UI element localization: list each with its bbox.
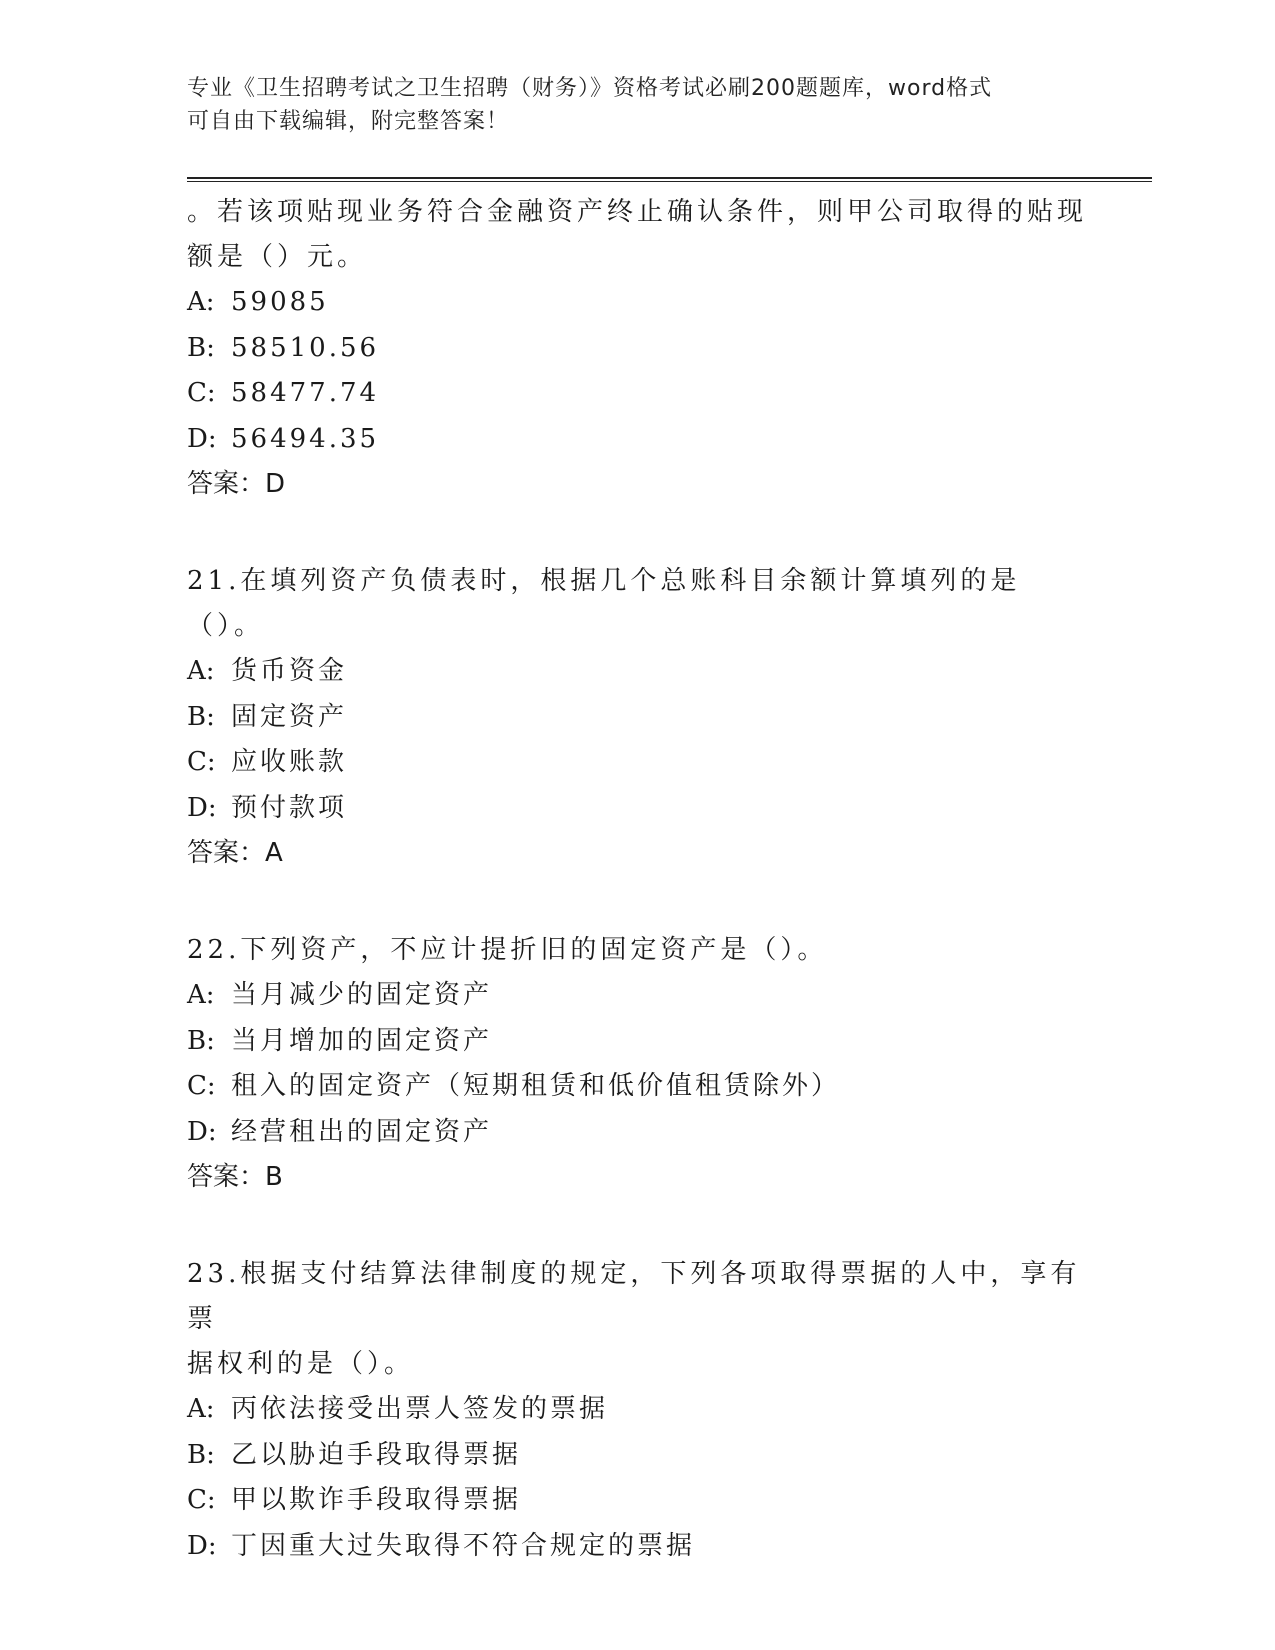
option-text: 乙以胁迫手段取得票据 — [231, 1439, 522, 1470]
option-d — [187, 1110, 1087, 1156]
answer-text: 答案：A — [187, 838, 283, 868]
option-letter: C: — [187, 1071, 216, 1101]
option-letter: C: — [187, 747, 216, 777]
option-text: 58510.56 — [231, 332, 380, 363]
option-text: 丁因重大过失取得不符合规定的票据 — [231, 1530, 696, 1561]
option-c — [187, 740, 1087, 786]
question-block — [187, 559, 1087, 876]
option-b — [187, 1433, 1087, 1479]
question-list — [187, 190, 1087, 1569]
option-text: 预付款项 — [231, 792, 348, 823]
question-text-line: 据权利的是（）。 — [187, 1349, 415, 1379]
option-letter: A: — [187, 287, 215, 317]
option-text: 丙依法接受出票人签发的票据 — [231, 1394, 609, 1424]
option-b — [187, 1019, 1087, 1065]
option-letter: D: — [187, 1530, 217, 1561]
header-divider — [187, 177, 1152, 182]
option-text: 应收账款 — [231, 747, 348, 777]
question-text-line: 23.根据支付结算法律制度的规定，下列各项取得票据的人中，享有票 — [187, 1259, 1081, 1334]
option-text: 经营租出的固定资产 — [231, 1116, 493, 1147]
option-text: 货币资金 — [231, 656, 348, 686]
answer-text: 答案：D — [187, 469, 286, 499]
option-a — [187, 1387, 1087, 1433]
option-c — [187, 1064, 1087, 1110]
option-text: 当月减少的固定资产 — [231, 980, 493, 1010]
option-letter: A: — [187, 656, 215, 686]
option-letter: B: — [187, 332, 215, 363]
header-title-line-1: 专业《卫生招聘考试之卫生招聘（财务）》资格考试必刷200题题库，word格式 — [187, 76, 993, 101]
option-text: 当月增加的固定资产 — [231, 1025, 493, 1056]
answer-text: 答案：B — [187, 1162, 283, 1192]
option-letter: B: — [187, 701, 215, 732]
question-text-line: 额是（）元。 — [187, 242, 368, 272]
option-text: 固定资产 — [231, 701, 348, 732]
option-c — [187, 1478, 1087, 1524]
question-text-line: 。若该项贴现业务符合金融资产终止确认条件，则甲公司取得的贴现 — [187, 197, 1088, 227]
option-letter: D: — [187, 1116, 217, 1147]
question-text-line: 21.在填列资产负债表时，根据几个总账科目余额计算填列的是（）。 — [187, 566, 1021, 641]
option-text: 59085 — [231, 287, 329, 317]
question-block — [187, 190, 1087, 507]
option-letter: B: — [187, 1025, 215, 1056]
question-block — [187, 928, 1087, 1200]
question-text-line: 22.下列资产，不应计提折旧的固定资产是（）。 — [187, 935, 828, 965]
option-letter: A: — [187, 1394, 215, 1424]
option-letter: D: — [187, 792, 217, 823]
option-letter: D: — [187, 423, 217, 454]
option-b — [187, 695, 1087, 741]
option-d — [187, 786, 1087, 832]
option-a — [187, 973, 1087, 1019]
header-title-line-2: 可自由下载编辑，附完整答案！ — [187, 109, 510, 134]
question-block — [187, 1252, 1087, 1569]
option-d — [187, 1524, 1087, 1570]
option-letter: A: — [187, 980, 215, 1010]
page-header — [187, 72, 1087, 138]
option-d — [187, 417, 1087, 463]
option-text: 甲以欺诈手段取得票据 — [231, 1485, 522, 1515]
option-letter: B: — [187, 1439, 215, 1470]
option-b — [187, 326, 1087, 372]
option-text: 租入的固定资产（短期租赁和低价值租赁除外） — [231, 1071, 841, 1101]
option-letter: C: — [187, 1485, 216, 1515]
option-c — [187, 371, 1087, 417]
option-a — [187, 280, 1087, 326]
option-text: 56494.35 — [231, 423, 380, 454]
option-text: 58477.74 — [231, 378, 380, 408]
option-letter: C: — [187, 378, 216, 408]
option-a — [187, 649, 1087, 695]
